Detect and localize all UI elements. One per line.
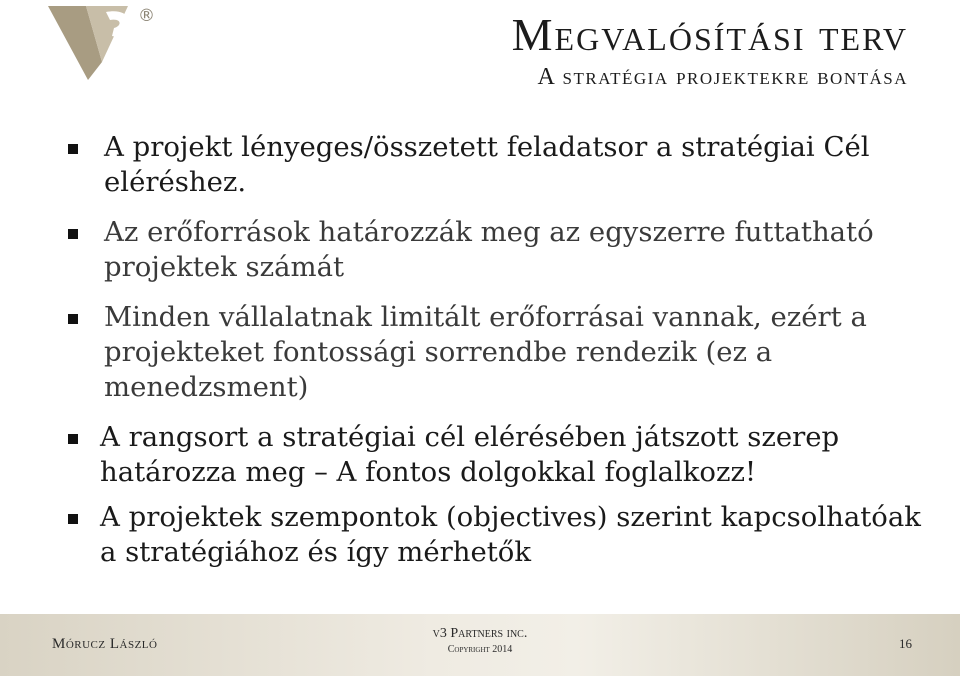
slide-subtitle: A stratégia projektekre bontása [537, 64, 908, 90]
list-item [64, 500, 924, 570]
square-bullet-icon [68, 434, 78, 444]
bullet-list [64, 130, 924, 580]
slide-footer [0, 614, 960, 676]
square-bullet-icon [68, 144, 78, 154]
list-item-text: A projekt lényeges/összetett feladatsor a stratégiai Cél eléréshez. [104, 131, 870, 198]
footer-author: Mórucz László [52, 636, 158, 652]
list-item-text: A rangsort a stratégiai cél elérésében játszott szerep határozza meg – A fontos dolgokkal foglalkozz! [100, 421, 840, 488]
list-item [64, 130, 924, 200]
list-item-text: A projektek szempontok (objectives) szerint kapcsolhatóak a stratégiához és így mérhetők [100, 501, 921, 568]
slide-title: Megvalósítási terv [511, 9, 908, 60]
list-item [64, 215, 924, 285]
square-bullet-icon [68, 514, 78, 524]
footer-copyright: Copyright 2014 [447, 644, 513, 655]
page-number: 16 [899, 636, 912, 651]
list-item [64, 300, 924, 405]
square-bullet-icon [68, 229, 78, 239]
footer-company: v3 Partners inc. [432, 626, 528, 641]
list-item-text: Minden vállalatnak limitált erőforrásai vannak, ezért a projekteket fontossági sorrendbe rendezik (ez a menedzsment) [104, 301, 867, 403]
list-item [64, 420, 924, 490]
registered-mark: ® [138, 6, 155, 26]
list-item-text: Az erőforrások határozzák meg az egyszerre futtatható projektek számát [104, 216, 874, 283]
footer-company-block [0, 626, 960, 655]
square-bullet-icon [68, 314, 78, 324]
